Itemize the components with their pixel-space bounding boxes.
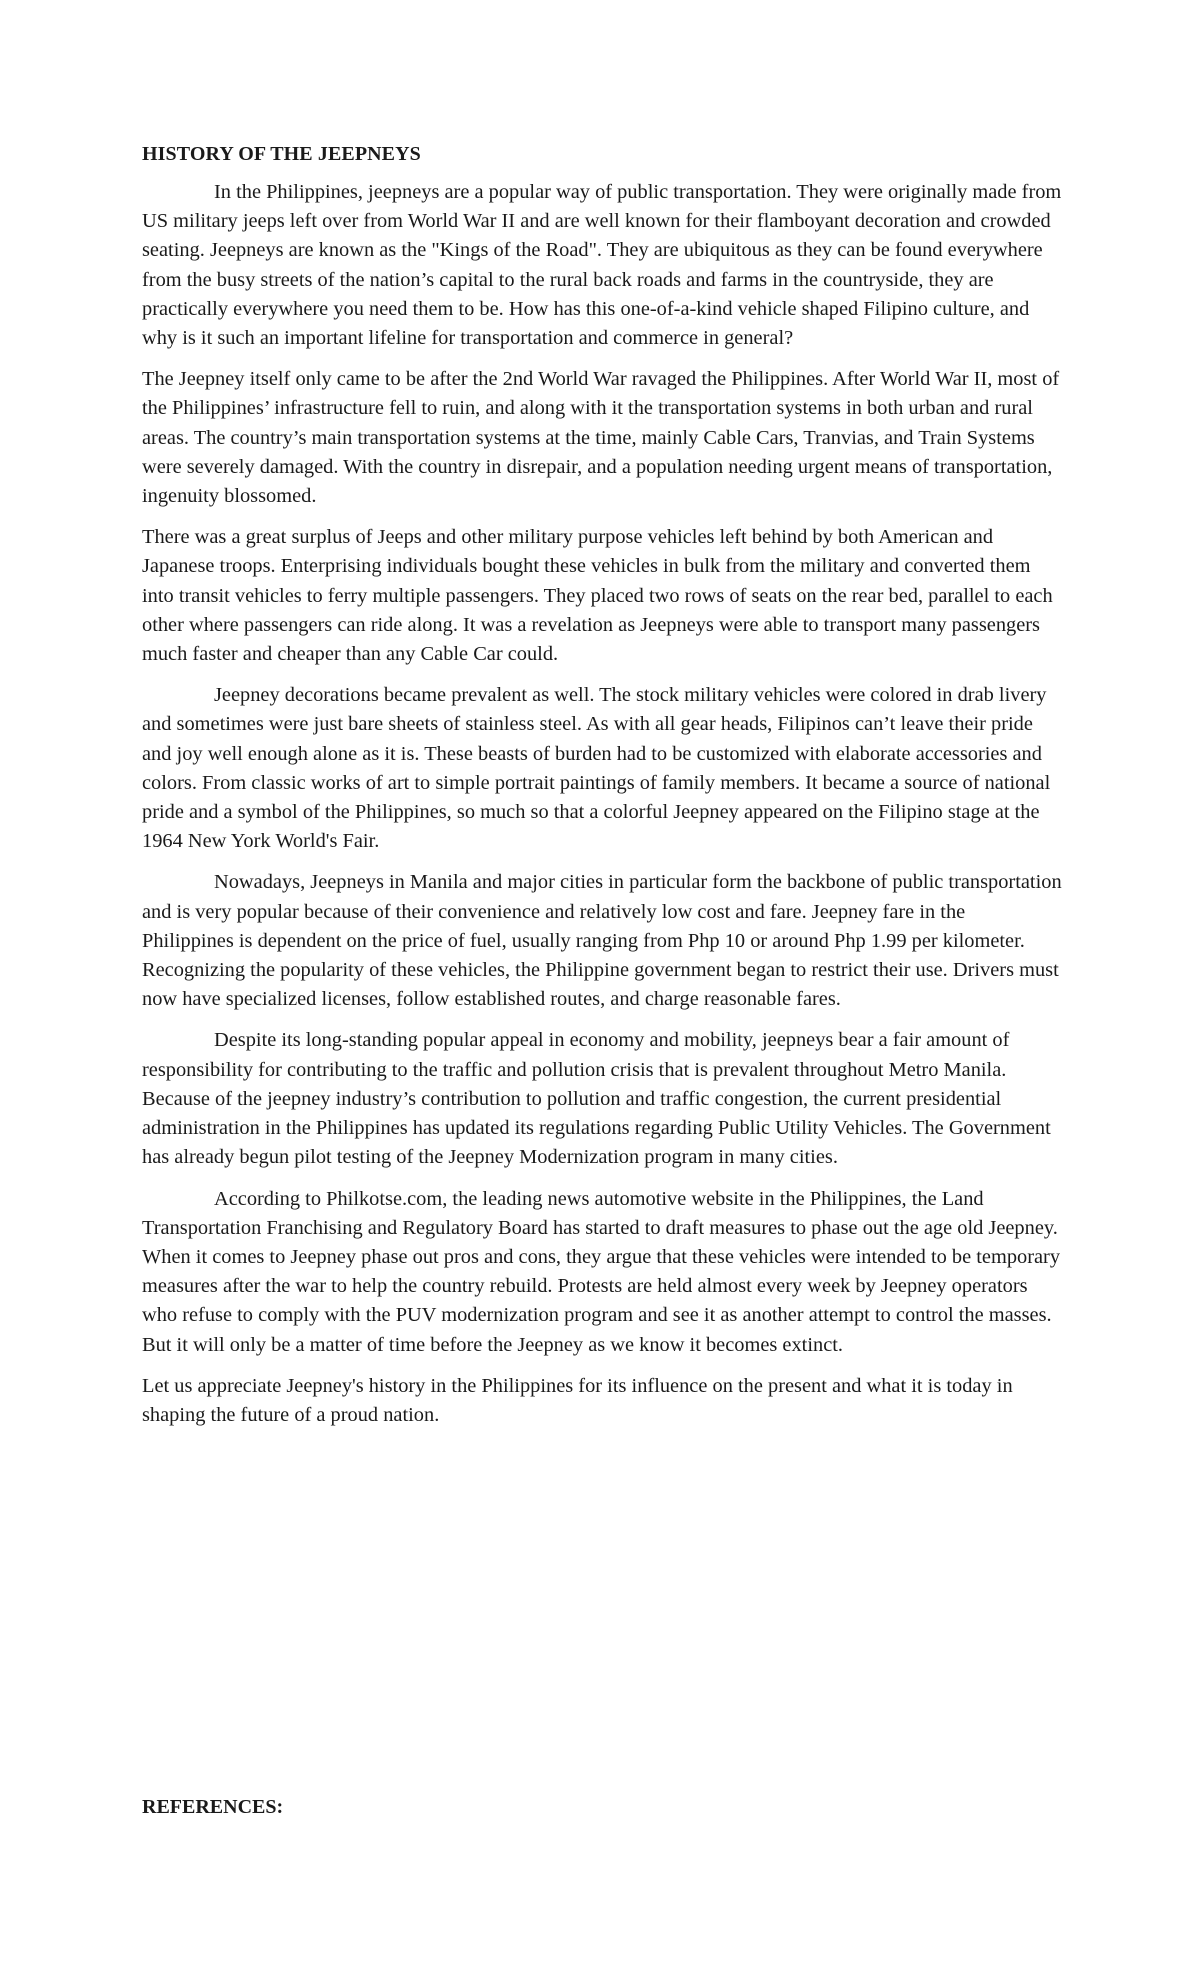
paragraph-surplus-jeeps: There was a great surplus of Jeeps and other military purpose vehicles left behind by both American and Japanese troops. Enterprising individuals bought these vehicles in bulk from the military and converted them into transit vehicles to ferry multiple passengers. They placed two rows of seats on the rear bed, parallel to each other where passengers can ride along. It was a revelation as Jeepneys were able to transport many passengers much faster and cheaper than any Cable Car could.	[142, 526, 1053, 666]
paragraph-decorations: Jeepney decorations became prevalent as well. The stock military vehicles were colored in drab livery and sometimes were just bare sheets of stainless steel. As with all gear heads, Filipinos can’t leave their pride and joy well enough alone as it is. These beasts of burden had to be customized with elaborate accessories and colors. From classic works of art to simple portrait paintings of family members. It became a source of national pride and a symbol of the Philippines, so much so that a colorful Jeepney appeared on the Filipino stage at the 1964 New York World's Fair.	[142, 684, 1051, 853]
paragraph-nowadays: Nowadays, Jeepneys in Manila and major cities in particular form the backbone of public transportation and is very popular because of their convenience and relatively low cost and fare. Jeepney fare in the Philippines is dependent on the price of fuel, usually ranging from Php 10 or around Php 1.99 per kilometer. Recognizing the popularity of these vehicles, the Philippine government began to restrict their use. Drivers must now have specialized licenses, follow established routes, and charge reasonable fares.	[142, 871, 1062, 1011]
references-heading: REFERENCES:	[142, 1796, 284, 1818]
paragraph-intro: In the Philippines, jeepneys are a popular way of public transportation. They were originally made from US military jeeps left over from World War II and are well known for their flamboyant decoration and crowded seating. Jeepneys are known as the "Kings of the Road". They are ubiquitous as they can be found everywhere from the busy streets of the nation’s capital to the rural back roads and farms in the countryside, they are practically everywhere you need them to be. How has this one-of-a-kind vehicle shaped Filipino culture, and why is it such an important lifeline for transportation and commerce in general?	[142, 181, 1062, 350]
paragraph-pollution: Despite its long-standing popular appeal in economy and mobility, jeepneys bear a fair amount of responsibility for contributing to the traffic and pollution crisis that is prevalent throughout Metro Manila. Because of the jeepney industry’s contribution to pollution and traffic congestion, the current presidential administration in the Philippines has updated its regulations regarding Public Utility Vehicles. The Government has already begun pilot testing of the Jeepney Modernization program in many cities.	[142, 1029, 1051, 1169]
paragraph-conclusion: Let us appreciate Jeepney's history in the Philippines for its influence on the present and what it is today in shaping the future of a proud nation.	[142, 1374, 1013, 1426]
document-body	[142, 140, 1062, 1442]
document-title: HISTORY OF THE JEEPNEYS	[142, 143, 421, 165]
paragraph-phase-out: According to Philkotse.com, the leading news automotive website in the Philippines, the Land Transportation Franchising and Regulatory Board has started to draft measures to phase out the age old Jeepney. When it comes to Jeepney phase out pros and cons, they argue that these vehicles were intended to be temporary measures after the war to help the country rebuild. Protests are held almost every week by Jeepney operators who refuse to comply with the PUV modernization program and see it as another attempt to control the masses. But it will only be a matter of time before the Jeepney as we know it becomes extinct.	[142, 1187, 1061, 1356]
paragraph-origin: The Jeepney itself only came to be after the 2nd World War ravaged the Philippines. After World War II, most of the Philippines’ infrastructure fell to ruin, and along with it the transportation systems in both urban and rural areas. The country’s main transportation systems at the time, mainly Cable Cars, Tranvias, and Train Systems were severely damaged. With the country in disrepair, and a population needing urgent means of transportation, ingenuity blossomed.	[142, 368, 1060, 508]
